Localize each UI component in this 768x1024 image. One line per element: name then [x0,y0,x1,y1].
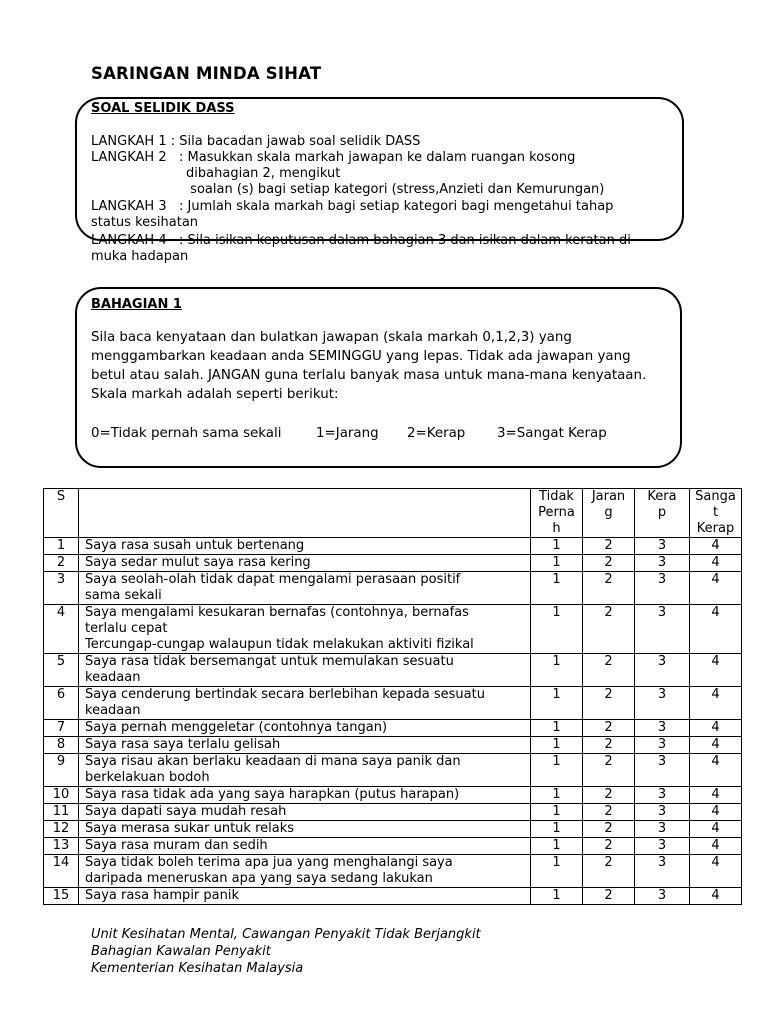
score-cell[interactable]: 1 [531,538,583,555]
row-statement [79,754,531,787]
score-cell[interactable]: 4 [690,855,742,888]
statement-line: Saya rasa muram dan sedih [85,838,268,853]
score-cell[interactable]: 3 [635,737,690,754]
score-cell[interactable]: 2 [583,687,635,720]
header-kerap: Kera p [635,489,690,538]
score-cell[interactable]: 4 [690,555,742,572]
score-cell[interactable]: 2 [583,538,635,555]
table-row [44,804,742,821]
row-number: 14 [44,855,79,888]
score-cell[interactable]: 4 [690,654,742,687]
score-cell[interactable]: 3 [635,654,690,687]
header-sangat-kerap: Sanga t Kerap [690,489,742,538]
row-statement [79,804,531,821]
score-cell[interactable]: 4 [690,804,742,821]
scale-2: 2=Kerap [407,426,466,441]
section1-line: betul atau salah. JANGAN guna terlalu banyak masa untuk mana-mana kenyataan. [91,368,647,383]
row-statement [79,888,531,905]
score-cell[interactable]: 2 [583,821,635,838]
statement-line: Saya pernah menggeletar (contohnya tangan) [85,720,388,735]
row-statement [79,737,531,754]
statement-line: Saya rasa saya terlalu gelisah [85,737,281,752]
scale-3: 3=Sangat Kerap [497,426,607,441]
score-cell[interactable]: 4 [690,605,742,654]
header-jarang: Jaran g [583,489,635,538]
table-row [44,555,742,572]
score-cell[interactable]: 2 [583,654,635,687]
row-number: 2 [44,555,79,572]
score-cell[interactable]: 4 [690,888,742,905]
score-cell[interactable]: 3 [635,821,690,838]
row-statement [79,555,531,572]
row-statement [79,538,531,555]
score-cell[interactable]: 3 [635,687,690,720]
dass-table [43,488,742,905]
section1-line: Sila baca kenyataan dan bulatkan jawapan (skala markah 0,1,2,3) yang [91,330,572,345]
score-cell[interactable]: 3 [635,720,690,737]
table-row [44,654,742,687]
table-row [44,838,742,855]
statement-line: Saya seolah-olah tidak dapat mengalami perasaan positif [85,572,461,587]
statement-line: berkelakuan bodoh [85,770,210,785]
instruction-line: LANGKAH 4 : Sila isikan keputusan dalam bahagian 3 dan isikan dalam keratan di [91,233,631,248]
row-number: 1 [44,538,79,555]
footer-line: Unit Kesihatan Mental, Cawangan Penyakit Tidak Berjangkit [91,927,481,942]
row-number: 8 [44,737,79,754]
score-cell[interactable]: 4 [690,787,742,804]
statement-line: Saya tidak boleh terima apa jua yang menghalangi saya [85,855,453,870]
statement-line: Saya rasa susah untuk bertenang [85,538,305,553]
scale-0: 0=Tidak pernah sama sekali [91,426,282,441]
score-cell[interactable]: 3 [635,838,690,855]
row-number: 3 [44,572,79,605]
section1-line: Skala markah adalah seperti berikut: [91,387,339,402]
statement-line: Saya cenderung bertindak secara berlebihan kepada sesuatu [85,687,485,702]
score-cell[interactable]: 1 [531,838,583,855]
statement-line: Saya rasa tidak bersemangat untuk memulakan sesuatu [85,654,454,669]
row-statement [79,855,531,888]
score-cell[interactable]: 1 [531,787,583,804]
instruction-line: muka hadapan [91,249,189,264]
row-number: 9 [44,754,79,787]
statement-line: keadaan [85,670,141,685]
section1-line: menggambarkan keadaan anda SEMINGGU yang lepas. Tidak ada jawapan yang [91,349,631,364]
row-number: 7 [44,720,79,737]
row-number: 11 [44,804,79,821]
score-cell[interactable]: 4 [690,821,742,838]
table-row [44,538,742,555]
statement-line: Saya dapati saya mudah resah [85,804,287,819]
row-statement [79,654,531,687]
score-cell[interactable]: 3 [635,855,690,888]
score-cell[interactable]: 2 [583,605,635,654]
score-cell[interactable]: 1 [531,605,583,654]
instruction-line: LANGKAH 1 : Sila bacadan jawab soal selidik DASS [91,134,421,149]
score-cell[interactable]: 3 [635,538,690,555]
score-cell[interactable]: 2 [583,555,635,572]
score-cell[interactable]: 2 [583,804,635,821]
score-cell[interactable]: 3 [635,754,690,787]
score-cell[interactable]: 2 [583,787,635,804]
statement-line: Saya rasa tidak ada yang saya harapkan (putus harapan) [85,787,460,802]
score-cell[interactable]: 4 [690,838,742,855]
statement-line: Saya rasa hampir panik [85,888,240,903]
row-number: 10 [44,787,79,804]
score-cell[interactable]: 4 [690,737,742,754]
footer-line: Bahagian Kawalan Penyakit [91,944,271,959]
row-number: 6 [44,687,79,720]
score-cell[interactable]: 1 [531,804,583,821]
footer-line: Kementerian Kesihatan Malaysia [91,961,304,976]
statement-line: Saya mengalami kesukaran bernafas (contohnya, bernafas [85,605,469,620]
statement-line: Tercungap-cungap walaupun tidak melakukan aktiviti fizikal [85,637,474,652]
statement-line: Saya risau akan berlaku keadaan di mana saya panik dan [85,754,461,769]
score-cell[interactable]: 1 [531,572,583,605]
score-cell[interactable]: 4 [690,538,742,555]
table-row [44,605,742,654]
score-cell[interactable]: 2 [583,855,635,888]
footer [91,926,481,977]
score-cell[interactable]: 3 [635,888,690,905]
score-cell[interactable]: 1 [531,821,583,838]
instruction-line: dibahagian 2, mengikut [91,166,341,181]
header-statement [79,489,531,538]
row-number: 13 [44,838,79,855]
score-cell[interactable]: 3 [635,555,690,572]
score-cell[interactable]: 1 [531,737,583,754]
page-title: SARINGAN MINDA SIHAT [91,64,322,83]
instruction-line: soalan (s) bagi setiap kategori (stress,Anzieti dan Kemurungan) [91,182,605,197]
statement-line: terlalu cepat [85,621,168,636]
score-cell[interactable]: 2 [583,737,635,754]
row-number: 15 [44,888,79,905]
row-statement [79,838,531,855]
score-cell[interactable]: 2 [583,572,635,605]
score-cell[interactable]: 3 [635,804,690,821]
score-cell[interactable]: 3 [635,787,690,804]
table-row [44,855,742,888]
table-row [44,737,742,754]
section1-heading: BAHAGIAN 1 [91,297,182,312]
score-cell[interactable]: 3 [635,605,690,654]
score-cell[interactable]: 1 [531,888,583,905]
table-row [44,687,742,720]
row-statement [79,572,531,605]
score-cell[interactable]: 1 [531,654,583,687]
statement-line: sama sekali [85,588,162,603]
score-cell[interactable]: 2 [583,838,635,855]
score-cell[interactable]: 1 [531,555,583,572]
table-row [44,821,742,838]
score-cell[interactable]: 4 [690,754,742,787]
instruction-line: LANGKAH 3 : Jumlah skala markah bagi setiap kategori bagi mengetahui tahap [91,199,614,214]
score-cell[interactable]: 1 [531,754,583,787]
table-row [44,888,742,905]
score-cell[interactable]: 4 [690,720,742,737]
row-statement [79,720,531,737]
instructions-heading: SOAL SELIDIK DASS [91,101,235,116]
score-cell[interactable]: 1 [531,855,583,888]
table-row [44,787,742,804]
statement-line: daripada meneruskan apa yang saya sedang lakukan [85,871,433,886]
statement-line: Saya merasa sukar untuk relaks [85,821,295,836]
score-cell[interactable]: 2 [583,720,635,737]
score-cell[interactable]: 1 [531,720,583,737]
row-statement [79,605,531,654]
header-tidak-pernah: Tidak Perna h [531,489,583,538]
instruction-line: status kesihatan [91,215,199,230]
instruction-line: LANGKAH 2 : Masukkan skala markah jawapan ke dalam ruangan kosong [91,150,576,165]
score-cell[interactable]: 2 [583,754,635,787]
row-statement [79,787,531,804]
score-cell[interactable]: 1 [531,687,583,720]
row-number: 5 [44,654,79,687]
table-header-row [44,489,742,538]
row-statement [79,821,531,838]
scale-1: 1=Jarang [316,426,379,441]
row-number: 12 [44,821,79,838]
score-cell[interactable]: 2 [583,888,635,905]
score-cell[interactable]: 3 [635,572,690,605]
row-number: 4 [44,605,79,654]
table-row [44,754,742,787]
statement-line: keadaan [85,703,141,718]
statement-line: Saya sedar mulut saya rasa kering [85,555,311,570]
score-cell[interactable]: 4 [690,687,742,720]
header-num: S [44,489,79,538]
score-cell[interactable]: 4 [690,572,742,605]
row-statement [79,687,531,720]
table-row [44,572,742,605]
table-row [44,720,742,737]
